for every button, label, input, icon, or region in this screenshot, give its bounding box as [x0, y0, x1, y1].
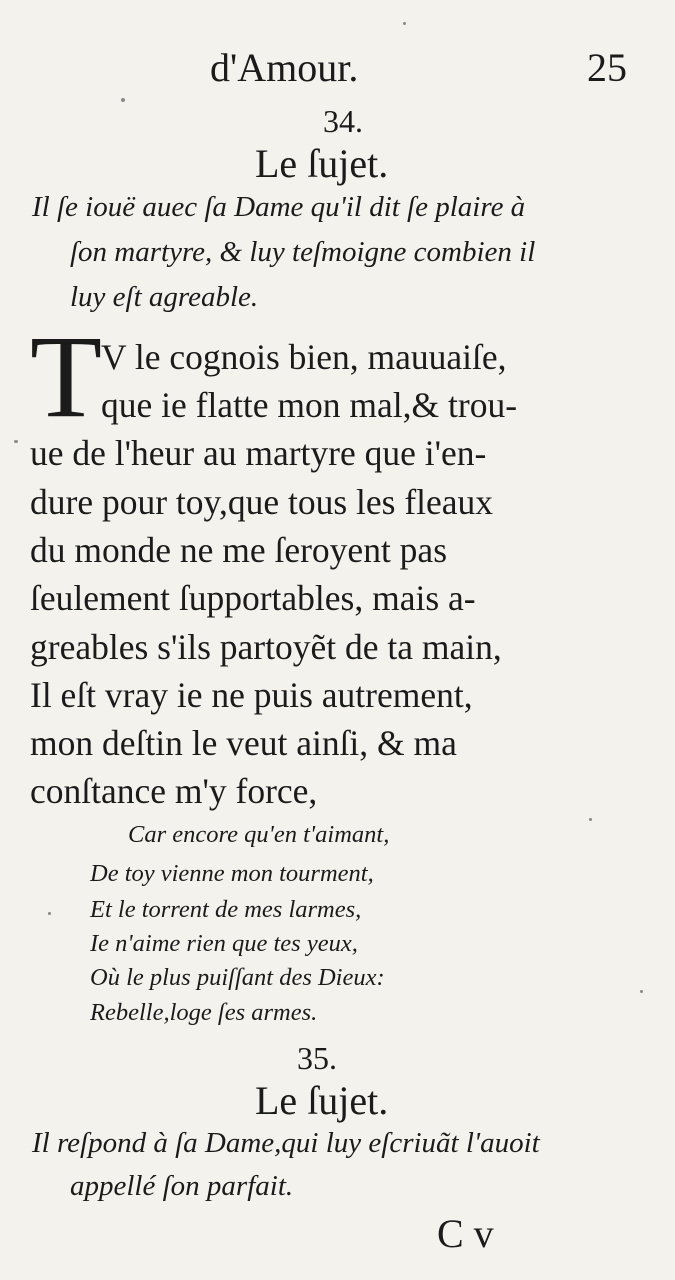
body-line: V le cognois bien, mauuaiſe, — [101, 337, 507, 377]
paper-speck — [403, 22, 406, 25]
verse-line: Rebelle,loge ſes armes. — [90, 999, 318, 1026]
verse-line: Et le torrent de mes larmes, — [90, 896, 362, 923]
running-title: d'Amour. — [210, 45, 359, 90]
paper-speck — [14, 440, 18, 443]
section-heading: Le ſujet. — [255, 1078, 389, 1123]
body-line: Il eſt vray ie ne puis autrement, — [30, 675, 473, 715]
body-line: dure pour toy,que tous les fleaux — [30, 482, 494, 522]
body-line: que ie flatte mon mal,& trou- — [101, 385, 518, 425]
verse-line: Ie n'aime rien que tes yeux, — [90, 930, 358, 957]
argument-line: ſon martyre, & luy teſmoigne combien il — [70, 236, 536, 268]
paper-speck — [48, 912, 51, 915]
argument-line: appellé ſon parfait. — [70, 1170, 294, 1202]
body-line: greables s'ils partoyẽt de ta main, — [30, 627, 502, 667]
paper-speck — [121, 98, 125, 102]
argument-line: luy eſt agreable. — [70, 281, 259, 313]
verse-line: De toy vienne mon tourment, — [90, 860, 374, 887]
verse-line: Car encore qu'en t'aimant, — [128, 821, 390, 848]
body-line: conſtance m'y force, — [30, 771, 318, 811]
body-line: ue de l'heur au martyre que i'en- — [30, 433, 487, 473]
paper-speck — [589, 818, 592, 821]
argument-line: Il reſpond à ſa Dame,qui luy eſcriuãt l'auoit — [32, 1127, 540, 1159]
paper-speck — [640, 990, 643, 993]
signature-mark: C v — [437, 1211, 494, 1256]
section-number: 35. — [297, 1040, 337, 1076]
argument-line: Il ſe iouë auec ſa Dame qu'il dit ſe plaire à — [32, 191, 526, 223]
verse-line: Où le plus puiſſant des Dieux: — [90, 964, 385, 991]
section-number: 34. — [323, 103, 363, 139]
drop-cap: T — [30, 311, 103, 442]
body-line: du monde ne me ſeroyent pas — [30, 530, 448, 570]
body-line: mon deſtin le veut ainſi, & ma — [30, 723, 457, 763]
page-number: 25 — [587, 45, 627, 90]
section-heading: Le ſujet. — [255, 141, 389, 186]
body-line: ſeulement ſupportables, mais a- — [30, 578, 476, 618]
